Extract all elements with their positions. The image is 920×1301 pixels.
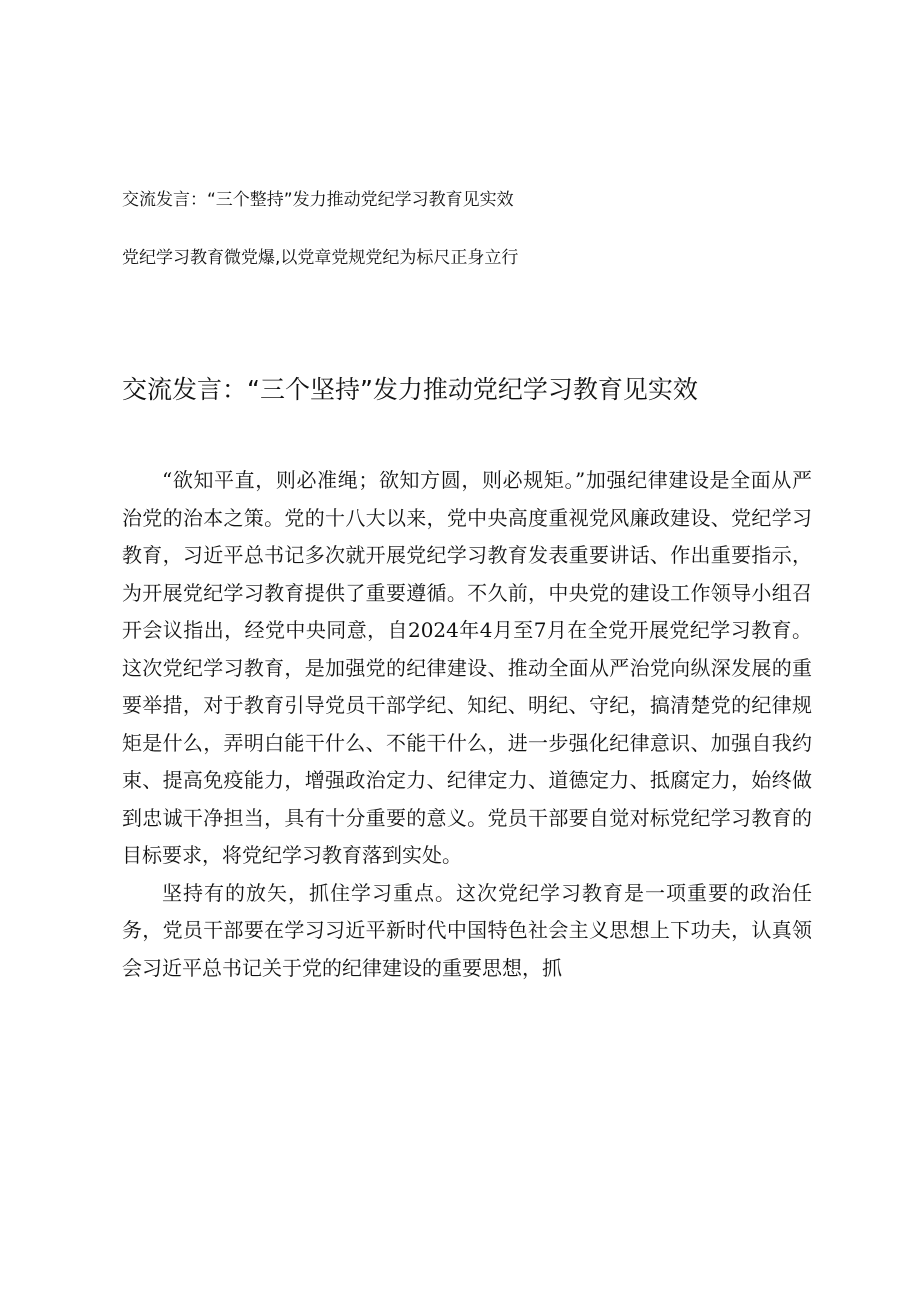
article-title: 交流发言：“三个坚持”发力推动党纪学习教育见实效: [122, 375, 698, 404]
table-of-contents: [122, 186, 842, 272]
toc-item-2: 党纪学习教育微党爆,以党章党规党纪为标尺正身立行: [122, 248, 519, 268]
article-paragraph-2: 坚持有的放矢，抓住学习重点。这次党纪学习教育是一项重要的政治任务，党员干部要在学习习近平新时代中国特色社会主义思想上下功夫，认真领会习近平总书记关于党的纪律建设的重要思想，抓: [122, 880, 812, 980]
article-body: [122, 462, 812, 987]
toc-item-1: 交流发言：“三个整持”发力推动党纪学习教育见实效: [122, 190, 514, 210]
article-paragraph-1: “欲知平直，则必准绳；欲知方圆，则必规矩。”加强纪律建设是全面从严治党的治本之策。党的十八大以来，党中央高度重视党风廉政建设、党纪学习教育，习近平总书记多次就开展党纪学习教育发表重要讲话、作出重要指示，为开展党纪学习教育提供了重要遵循。不久前，中央党的建设工作领导小组召开会议指出，经党中央同意，自2024年4月至7月在全党开展党纪学习教育。这次党纪学习教育，是加强党的纪律建设、推动全面从严治党向纵深发展的重要举措，对于教育引导党员干部学纪、知纪、明纪、守纪，搞清楚党的纪律规矩是什么，弄明白能干什么、不能干什么，进一步强化纪律意识、加强自我约束、提高免疫能力，增强政治定力、纪律定力、道德定力、抵腐定力，始终做到忠诚干净担当，具有十分重要的意义。党员干部要自觉对标党纪学习教育的目标要求，将党纪学习教育落到实处。: [122, 468, 812, 867]
